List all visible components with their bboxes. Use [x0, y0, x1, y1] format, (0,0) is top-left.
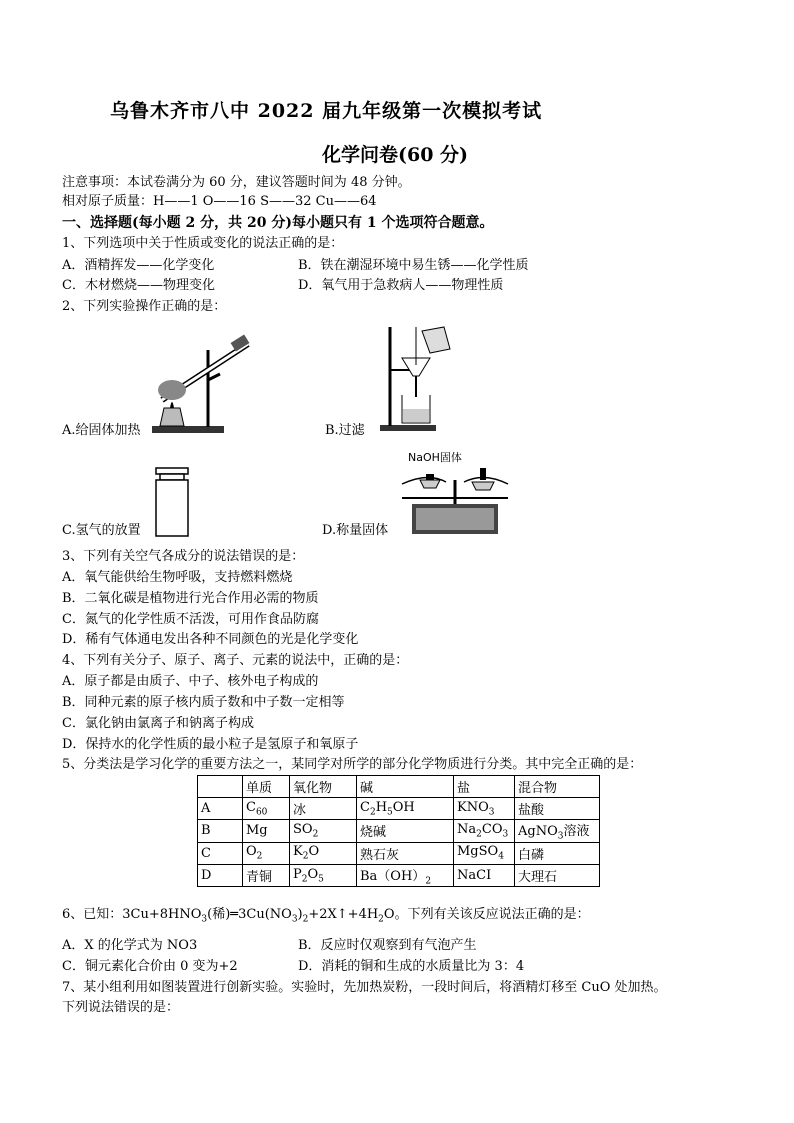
q4-option-b: B．同种元素的原子核内质子数和中子数一定相等: [62, 695, 345, 710]
q4-option-d: D．保持水的化学性质的最小粒子是氢原子和氧原子: [62, 737, 359, 752]
q6-option-c: C．铜元素化合价由 0 变为+2: [62, 959, 238, 974]
table-cell: C: [198, 842, 243, 864]
table-cell: 大理石: [515, 864, 600, 887]
q6-option-a: A．X 的化学式为 NO3: [62, 938, 198, 953]
q1-option-c: C．木材燃烧——物理变化: [62, 278, 215, 293]
table-header-row: [198, 776, 600, 798]
naoh-label: NaOH固体: [408, 451, 462, 464]
table-cell: AgNO$_3$溶液: [515, 820, 600, 843]
table-header-cell: [198, 776, 243, 798]
q7-stem-line1: 7、某小组利用如图装置进行创新实验。实验时，先加热炭粉，一段时间后，将酒精灯移至 CuO 处加热。: [62, 980, 667, 995]
q2-option-b: B.过滤: [325, 423, 365, 438]
balance-figure: [398, 460, 510, 538]
classification-table: [197, 775, 600, 887]
q2-option-c: C.氢气的放置: [62, 523, 141, 538]
q1-option-a: A．酒精挥发——化学变化: [62, 258, 215, 273]
q4-option-a: A．原子都是由质子、中子、核外电子构成的: [62, 674, 319, 689]
q3-stem: 3、下列有关空气各成分的说法错误的是：: [62, 549, 305, 564]
table-cell: $KNO_3$: [454, 798, 515, 820]
q3-option-a: A．氧气能供给生物呼吸，支持燃料燃烧: [62, 570, 293, 585]
table-cell: B: [198, 820, 243, 843]
paper-subtitle: 化学问卷(60 分): [322, 144, 469, 166]
gas-jar-figure: [152, 466, 192, 538]
q5-stem: 5、分类法是学习化学的重要方法之一，某同学对所学的部分化学物质进行分类。其中完全正确的是：: [62, 757, 643, 772]
table-cell: $Ba(OH)_2$: [357, 864, 454, 887]
q7-stem-line2: 下列说法错误的是：: [62, 1000, 180, 1015]
q2-option-a: A.给固体加热: [62, 423, 141, 438]
table-header-cell: 单质: [243, 776, 290, 798]
q2-stem: 2、下列实验操作正确的是：: [62, 299, 227, 314]
table-cell: 冰: [290, 798, 357, 820]
q6-option-d: D．消耗的铜和生成的水质量比为 3：4: [298, 959, 525, 974]
q6-option-b: B．反应时仅观察到有气泡产生: [298, 938, 477, 953]
notice-line: 注意事项：本试卷满分为 60 分，建议答题时间为 48 分钟。: [62, 175, 411, 190]
q3-option-c: C．氮气的化学性质不活泼，可用作食品防腐: [62, 612, 319, 627]
q2-option-d: D.称量固体: [322, 523, 389, 538]
atomic-mass-line: 相对原子质量：H——1 O——16 S——32 Cu——64: [62, 194, 377, 209]
table-cell: 烧碱: [357, 820, 454, 843]
table-cell: MgSO$_4$: [454, 842, 515, 864]
table-cell: $K_2O$: [290, 842, 357, 864]
q6-stem: [62, 906, 590, 929]
table-header-cell: 盐: [454, 776, 515, 798]
table-cell: $O_2$: [243, 842, 290, 864]
reaction-equation: $3Cu+8HNO_3$(稀)$═3Cu(NO_3)_2+2X↑+4H_2O$: [122, 907, 395, 925]
table-cell: D: [198, 864, 243, 887]
table-header-cell: 氧化物: [290, 776, 357, 798]
q6-suffix: 。下列有关该反应说法正确的是：: [394, 907, 590, 922]
q3-option-d: D．稀有气体通电发出各种不同颜色的光是化学变化: [62, 632, 359, 647]
table-cell: $SO_2$: [290, 820, 357, 843]
q1-option-d: D．氧气用于急救病人——物理性质: [298, 278, 504, 293]
q1-option-b: B．铁在潮湿环境中易生锈——化学性质: [298, 258, 529, 273]
table-row: [198, 864, 600, 887]
exam-title: 乌鲁木齐市八中 2022 届九年级第一次模拟考试: [110, 100, 543, 122]
q1-stem: 1、下列选项中关于性质或变化的说法正确的是：: [62, 236, 344, 251]
section-heading: 一、选择题(每小题 2 分，共 20 分)每小题只有 1 个选项符合题意。: [62, 215, 494, 231]
table-row: [198, 842, 600, 864]
table-cell: 白磷: [515, 842, 600, 864]
table-cell: 青铜: [243, 864, 290, 887]
q4-stem: 4、下列有关分子、原子、离子、元素的说法中，正确的是：: [62, 653, 409, 668]
q3-option-b: B．二氧化碳是植物进行光合作用必需的物质: [62, 591, 319, 606]
table-row: [198, 798, 600, 820]
table-cell: $C_{60}$: [243, 798, 290, 820]
filtration-figure: [378, 325, 458, 435]
table-cell: A: [198, 798, 243, 820]
q4-option-c: C．氯化钠由氯离子和钠离子构成: [62, 716, 254, 731]
table-row: [198, 820, 600, 843]
table-cell: $Na_2CO_3$: [454, 820, 515, 843]
heating-solid-figure: [150, 330, 260, 436]
table-header-cell: 碱: [357, 776, 454, 798]
table-cell: Mg: [243, 820, 290, 843]
table-cell: 盐酸: [515, 798, 600, 820]
table-cell: $P_2O_5$: [290, 864, 357, 887]
table-cell: NaCI: [454, 864, 515, 887]
table-header-cell: 混合物: [515, 776, 600, 798]
table-cell: $C_2H_5OH$: [357, 798, 454, 820]
table-cell: 熟石灰: [357, 842, 454, 864]
q6-prefix: 6、已知：: [62, 907, 123, 922]
